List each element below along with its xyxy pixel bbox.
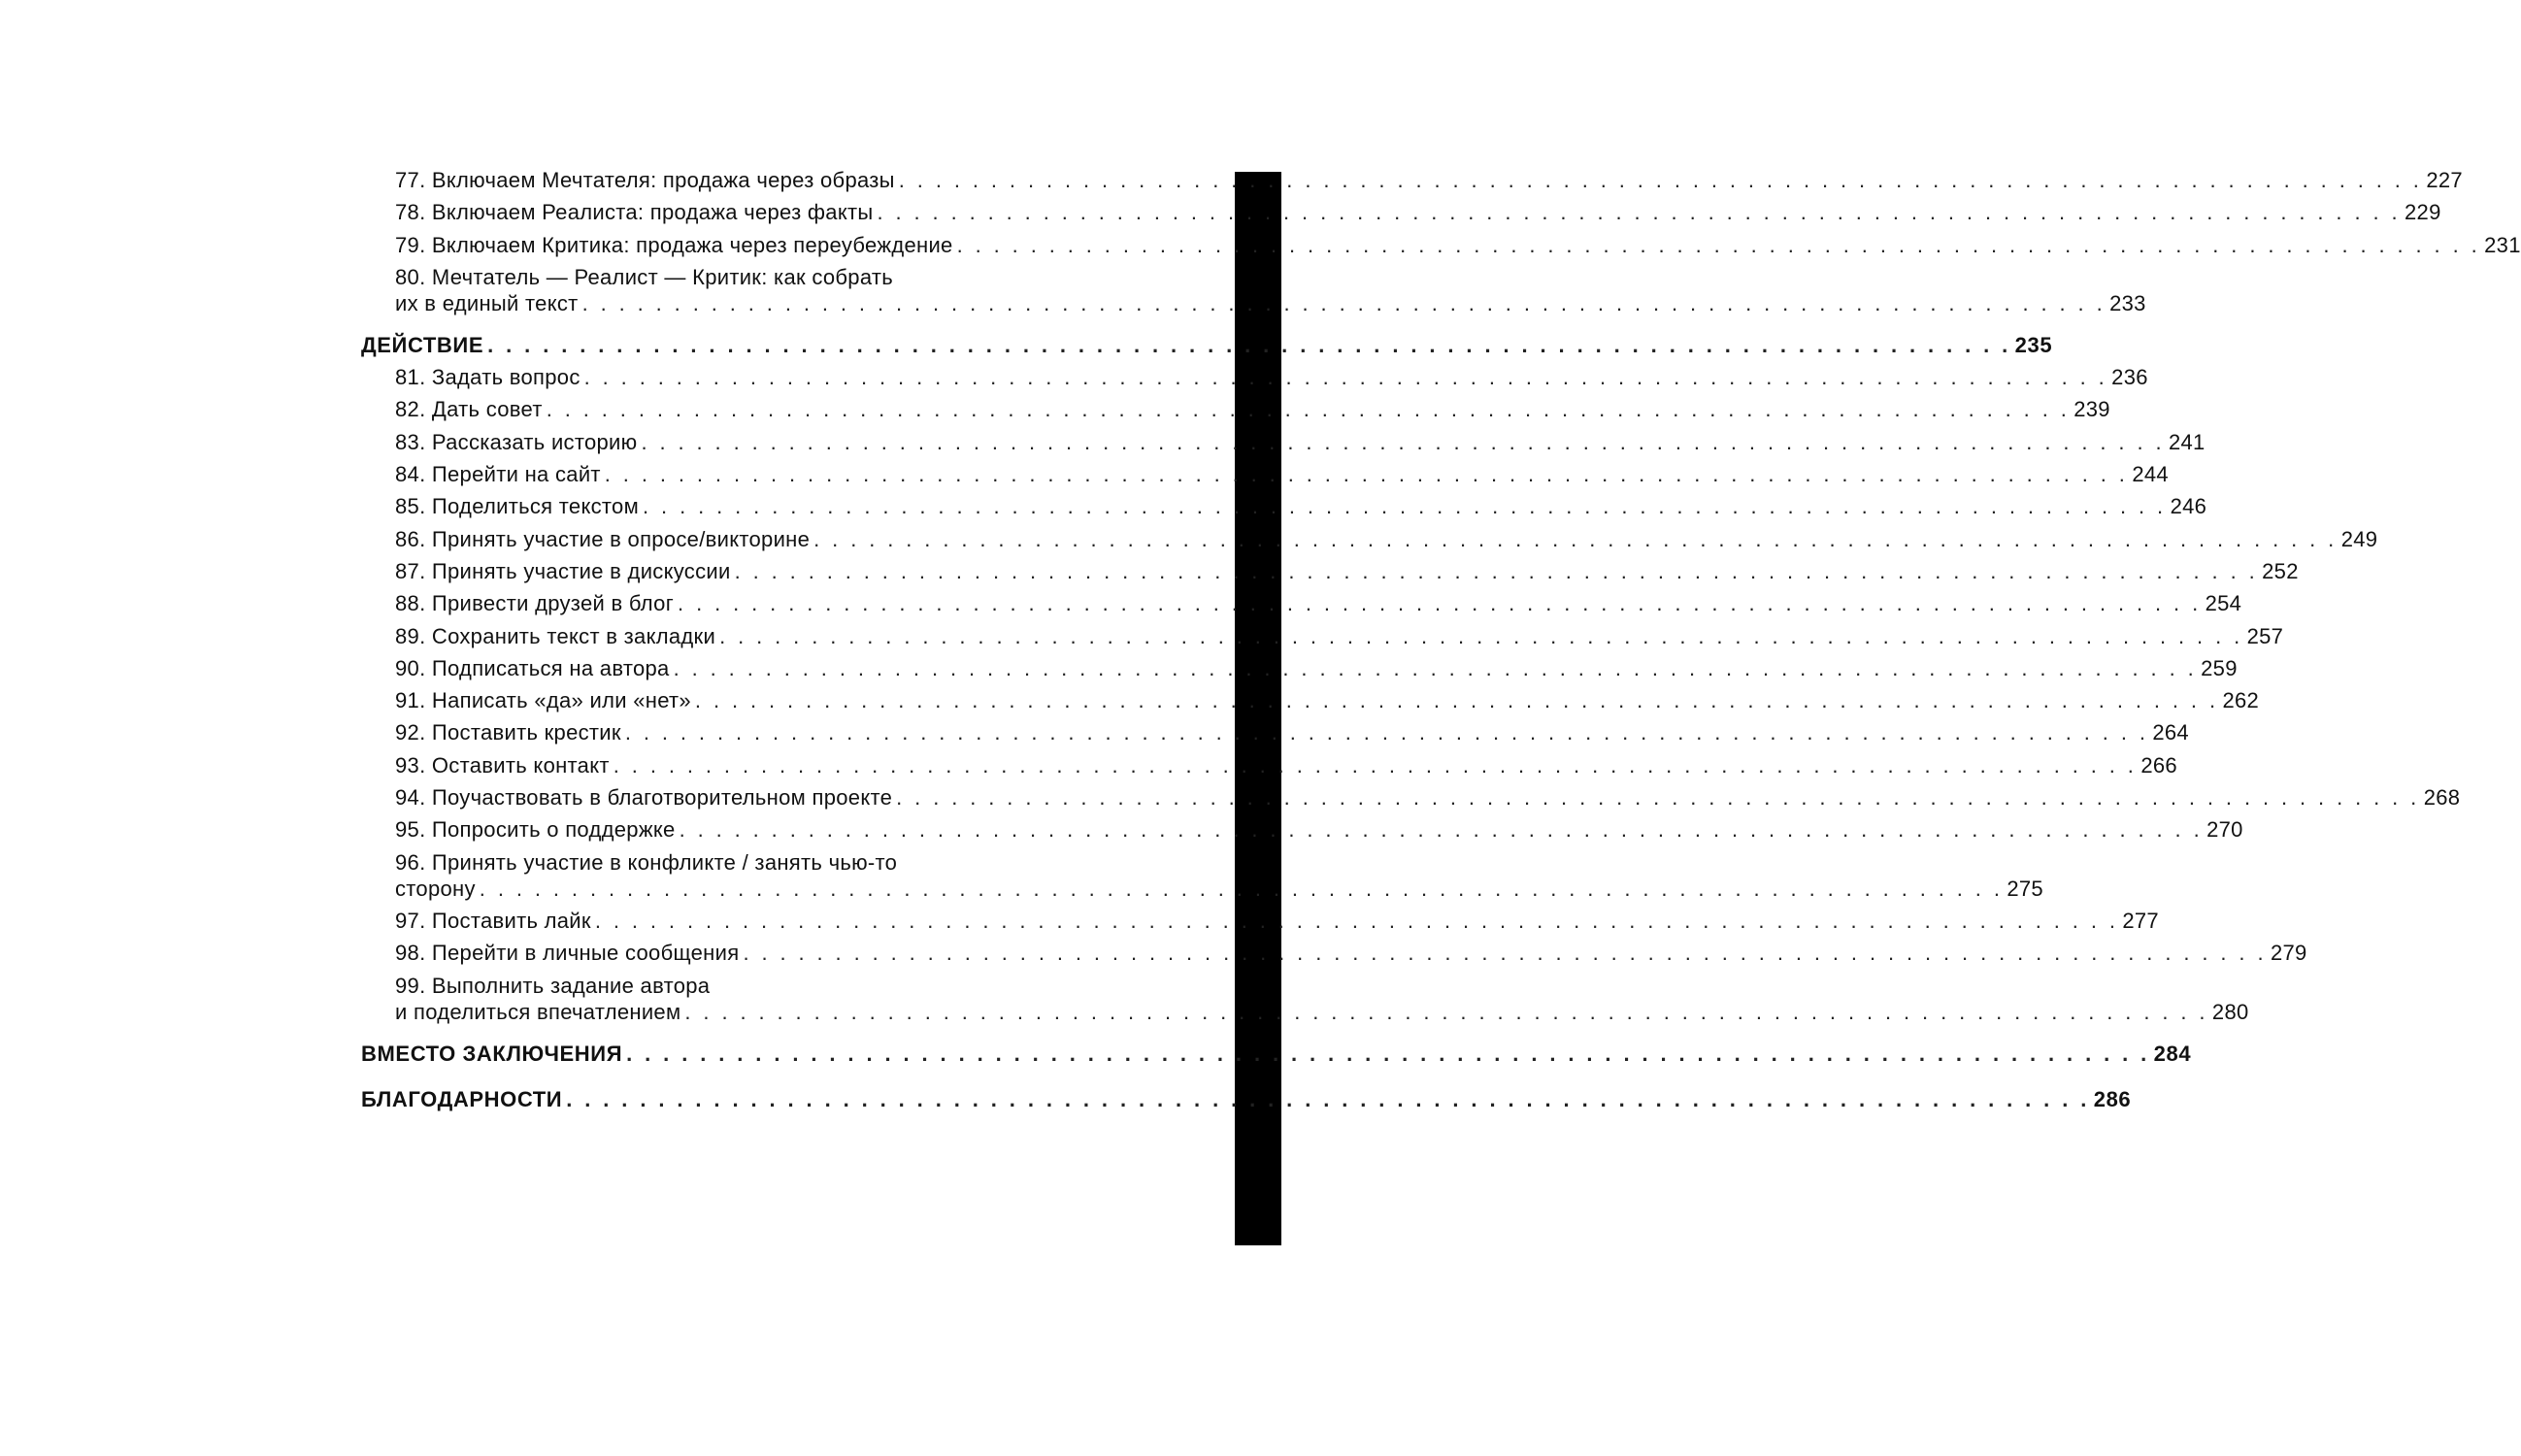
dot-leader: . . . . . . . . . . . . . . . . . . . . . . . . . . . . . . . . . . . . . . . . . . . . . . . . . . . . . . . . . . . . . . . . . . . . . . . . . . . . . . . . . . .	[743, 941, 2267, 966]
dot-leader: . . . . . . . . . . . . . . . . . . . . . . . . . . . . . . . . . . . . . . . . . . . . . . . . . . . . . . . . . . . . . . . . . . . . . . . . . . . . . . . . . . .	[583, 365, 2108, 390]
toc-entry-page: 266	[2140, 752, 2177, 778]
toc-entry-page: 277	[2122, 908, 2159, 933]
toc-entry-title: 94. Поучаствовать в благотворительном проекте	[395, 785, 893, 811]
table-of-contents	[361, 167, 2521, 1118]
toc-entry-title: 79. Включаем Критика: продажа через переубеждение	[395, 232, 953, 257]
toc-entry-page: 270	[2206, 817, 2243, 843]
dot-leader: . . . . . . . . . . . . . . . . . . . . . . . . . . . . . . . . . . . . . . . . . . . . . . . . . . . . . . . . . . . . . . . . . . . . . . . . . . . . . . . . . . .	[694, 688, 2219, 713]
dot-leader: . . . . . . . . . . . . . . . . . . . . . . . . . . . . . . . . . . . . . . . . . . . . . . . . . . . . . . . . . . . . . . . . . . . . . . . . . . . . . . . . . . .	[673, 655, 2198, 680]
dot-leader: . . . . . . . . . . . . . . . . . . . . . . . . . . . . . . . . . . . . . . . . . . . . . . . . . . . . . . . . . . . . . . . . . . . . . . . . . . . . . . . . . . .	[877, 200, 2402, 225]
toc-section-title: ДЕЙСТВИЕ	[361, 332, 484, 357]
dot-leader: . . . . . . . . . . . . . . . . . . . . . . . . . . . . . . . . . . . . . . . . . . . . . . . . . . . . . . . . . . . . . . . . . . . . . . . . . . . . . . . . . . .	[719, 623, 2243, 648]
dot-leader: . . . . . . . . . . . . . . . . . . . . . . . . . . . . . . . . . . . . . . . . . . . . . . . . . . . . . . . . . . . . . . . . . . . . . . . . . . . . . . . . . . .	[641, 429, 2165, 454]
dot-leader: . . . . . . . . . . . . . . . . . . . . . . . . . . . . . . . . . . . . . . . . . . . . . . . . . . . . . . . . . . . . . . . . . . . . . . . . . . . . . . . . . . .	[898, 168, 2423, 192]
toc-entry-88	[361, 590, 2242, 616]
toc-entry-page: 280	[2211, 999, 2249, 1024]
toc-section-page: 284	[2153, 1041, 2192, 1066]
toc-entry-page: 254	[2205, 591, 2242, 616]
toc-entry-81	[361, 364, 2148, 390]
toc-entry-99	[361, 973, 2249, 1025]
dot-leader: . . . . . . . . . . . . . . . . . . . . . . . . . . . . . . . . . . . . . . . . . . . . . . . . . . . . . . . . . . . . . . . . . . . . . . . . . . . . . . . . . . .	[604, 462, 2129, 487]
toc-entry-page: 231	[2484, 232, 2521, 257]
dot-leader: . . . . . . . . . . . . . . . . . . . . . . . . . . . . . . . . . . . . . . . . . . . . . . . . . . . . . . . . . . . . . . . . . . . . . . . . . . . . . . . . . . .	[594, 908, 2119, 933]
dot-leader: . . . . . . . . . . . . . . . . . . . . . . . . . . . . . . . . . . . . . . . . . . . . . . . . . . . . . . . . . . . . . . . . . . . . . . . . . . . . . . . . . . .	[643, 494, 2167, 519]
toc-entry-82	[361, 396, 2110, 422]
dot-leader: . . . . . . . . . . . . . . . . . . . . . . . . . . . . . . . . . . . . . . . . . . . . . . . . . . . . . . . . . . . . . . . . . . . . . . . . . . . . . . . . . . .	[896, 785, 2420, 811]
toc-entry-title-line2: и поделиться впечатлением	[395, 999, 681, 1024]
toc-entry-86	[361, 526, 2378, 552]
toc-entry-90	[361, 655, 2238, 681]
dot-leader: . . . . . . . . . . . . . . . . . . . . . . . . . . . . . . . . . . . . . . . . . . . . . . . . . . . . . . . . . . . . . . . . . . . . . . . . . . . . . . . . . . .	[956, 232, 2481, 257]
toc-entry-title: 77. Включаем Мечтателя: продажа через образы	[395, 168, 895, 192]
toc-entry-page: 233	[2109, 290, 2146, 315]
toc-entry-78	[361, 199, 2441, 225]
dot-leader: . . . . . . . . . . . . . . . . . . . . . . . . . . . . . . . . . . . . . . . . . . . . . . . . . . . . . . . . . . . . . . . . . . . . . . . . . . . . . . . . . . .	[613, 752, 2138, 778]
toc-section-thanks	[361, 1086, 2132, 1112]
toc-entry-80	[361, 264, 2146, 316]
toc-entry-page: 244	[2132, 462, 2169, 487]
dot-leader: . . . . . . . . . . . . . . . . . . . . . . . . . . . . . . . . . . . . . . . . . . . . . . . . . . . . . . . . . . . . . . . . . . . . . . . . . . . . . . . . . . .	[487, 332, 2011, 357]
toc-entry-page: 252	[2262, 558, 2299, 583]
toc-entry-page: 229	[2405, 200, 2441, 225]
toc-entry-page: 262	[2222, 688, 2260, 713]
toc-entry-page: 227	[2426, 168, 2463, 192]
toc-section-page: 286	[2093, 1086, 2132, 1111]
toc-entry-page: 249	[2340, 526, 2378, 551]
dot-leader: . . . . . . . . . . . . . . . . . . . . . . . . . . . . . . . . . . . . . . . . . . . . . . . . . . . . . . . . . . . . . . . . . . . . . . . . . . . . . . . . . . .	[813, 526, 2338, 551]
toc-entry-page: 239	[2073, 397, 2110, 422]
dot-leader: . . . . . . . . . . . . . . . . . . . . . . . . . . . . . . . . . . . . . . . . . . . . . . . . . . . . . . . . . . . . . . . . . . . . . . . . . . . . . . . . . . .	[479, 876, 2004, 901]
toc-section-title: ВМЕСТО ЗАКЛЮЧЕНИЯ	[361, 1041, 623, 1066]
toc-entry-94	[361, 784, 2461, 811]
toc-entry-title: 84. Перейти на сайт	[395, 462, 601, 487]
toc-entry-title: 90. Подписаться на автора	[395, 655, 670, 680]
toc-entry-92	[361, 719, 2189, 745]
toc-entry-83	[361, 429, 2206, 455]
dot-leader: . . . . . . . . . . . . . . . . . . . . . . . . . . . . . . . . . . . . . . . . . . . . . . . . . . . . . . . . . . . . . . . . . . . . . . . . . . . . . . . . . . .	[624, 720, 2149, 745]
toc-entry-97	[361, 908, 2159, 934]
toc-entry-title: 89. Сохранить текст в закладки	[395, 623, 716, 648]
dot-leader: . . . . . . . . . . . . . . . . . . . . . . . . . . . . . . . . . . . . . . . . . . . . . . . . . . . . . . . . . . . . . . . . . . . . . . . . . . . . . . . . . . .	[679, 817, 2204, 843]
toc-entry-87	[361, 558, 2299, 584]
dot-leader: . . . . . . . . . . . . . . . . . . . . . . . . . . . . . . . . . . . . . . . . . . . . . . . . . . . . . . . . . . . . . . . . . . . . . . . . . . . . . . . . . . .	[546, 397, 2071, 422]
toc-section-title: БЛАГОДАРНОСТИ	[361, 1086, 563, 1111]
toc-entry-title: 87. Принять участие в дискуссии	[395, 558, 731, 583]
toc-section-action	[361, 332, 2053, 358]
toc-entry-title: 83. Рассказать историю	[395, 429, 638, 454]
dot-leader: . . . . . . . . . . . . . . . . . . . . . . . . . . . . . . . . . . . . . . . . . . . . . . . . . . . . . . . . . . . . . . . . . . . . . . . . . . . . . . . . . . .	[581, 290, 2106, 315]
dot-leader: . . . . . . . . . . . . . . . . . . . . . . . . . . . . . . . . . . . . . . . . . . . . . . . . . . . . . . . . . . . . . . . . . . . . . . . . . . . . . . . . . . .	[734, 558, 2259, 583]
toc-entry-95	[361, 816, 2243, 843]
toc-entry-title: 88. Привести друзей в блог	[395, 591, 675, 616]
toc-entry-title-line1: 80. Мечтатель — Реалист — Критик: как собрать	[395, 264, 894, 289]
toc-entry-page: 279	[2270, 941, 2307, 966]
toc-entry-77	[361, 167, 2463, 193]
toc-entry-page: 241	[2168, 429, 2206, 454]
toc-entry-85	[361, 493, 2207, 519]
toc-entry-page: 236	[2111, 365, 2148, 390]
toc-entry-page: 257	[2246, 623, 2284, 648]
toc-entry-title: 81. Задать вопрос	[395, 365, 580, 390]
toc-entry-title-line2: сторону	[395, 876, 476, 901]
toc-entry-title: 78. Включаем Реалиста: продажа через факты	[395, 200, 874, 225]
toc-entry-title: 95. Попросить о поддержке	[395, 817, 676, 843]
toc-entry-title: 97. Поставить лайк	[395, 908, 591, 933]
toc-entry-title: 86. Принять участие в опросе/викторине	[395, 526, 811, 551]
toc-entry-title-line2: их в единый текст	[395, 290, 579, 315]
dot-leader: . . . . . . . . . . . . . . . . . . . . . . . . . . . . . . . . . . . . . . . . . . . . . . . . . . . . . . . . . . . . . . . . . . . . . . . . . . . . . . . . . . .	[678, 591, 2202, 616]
dot-leader: . . . . . . . . . . . . . . . . . . . . . . . . . . . . . . . . . . . . . . . . . . . . . . . . . . . . . . . . . . . . . . . . . . . . . . . . . . . . . . . . . . .	[626, 1041, 2150, 1066]
toc-entry-title-line1: 99. Выполнить задание автора	[395, 973, 711, 998]
toc-entry-page: 268	[2423, 785, 2461, 811]
toc-entry-title: 98. Перейти в личные сообщения	[395, 941, 740, 966]
toc-entry-title: 82. Дать совет	[395, 397, 543, 422]
toc-entry-title-line1: 96. Принять участие в конфликте / занять чью-то	[395, 849, 898, 875]
toc-section-conclusion	[361, 1041, 2192, 1067]
toc-section-page: 235	[2014, 332, 2053, 357]
toc-entry-page: 264	[2152, 720, 2189, 745]
toc-entry-title: 85. Поделиться текстом	[395, 494, 640, 519]
toc-entry-title: 93. Оставить контакт	[395, 752, 610, 778]
toc-entry-page: 259	[2201, 655, 2238, 680]
toc-entry-84	[361, 461, 2169, 487]
toc-entry-title: 91. Написать «да» или «нет»	[395, 688, 691, 713]
toc-entry-89	[361, 623, 2284, 649]
toc-entry-page: 246	[2170, 494, 2207, 519]
toc-entry-79	[361, 232, 2521, 258]
dot-leader: . . . . . . . . . . . . . . . . . . . . . . . . . . . . . . . . . . . . . . . . . . . . . . . . . . . . . . . . . . . . . . . . . . . . . . . . . . . . . . . . . . .	[566, 1086, 2090, 1111]
dot-leader: . . . . . . . . . . . . . . . . . . . . . . . . . . . . . . . . . . . . . . . . . . . . . . . . . . . . . . . . . . . . . . . . . . . . . . . . . . . . . . . . . . .	[684, 999, 2208, 1024]
toc-entry-96	[361, 849, 2043, 902]
toc-entry-title: 92. Поставить крестик	[395, 720, 621, 745]
toc-entry-98	[361, 940, 2307, 966]
toc-entry-page: 275	[2007, 876, 2043, 901]
toc-entry-91	[361, 687, 2260, 713]
toc-entry-93	[361, 752, 2177, 778]
